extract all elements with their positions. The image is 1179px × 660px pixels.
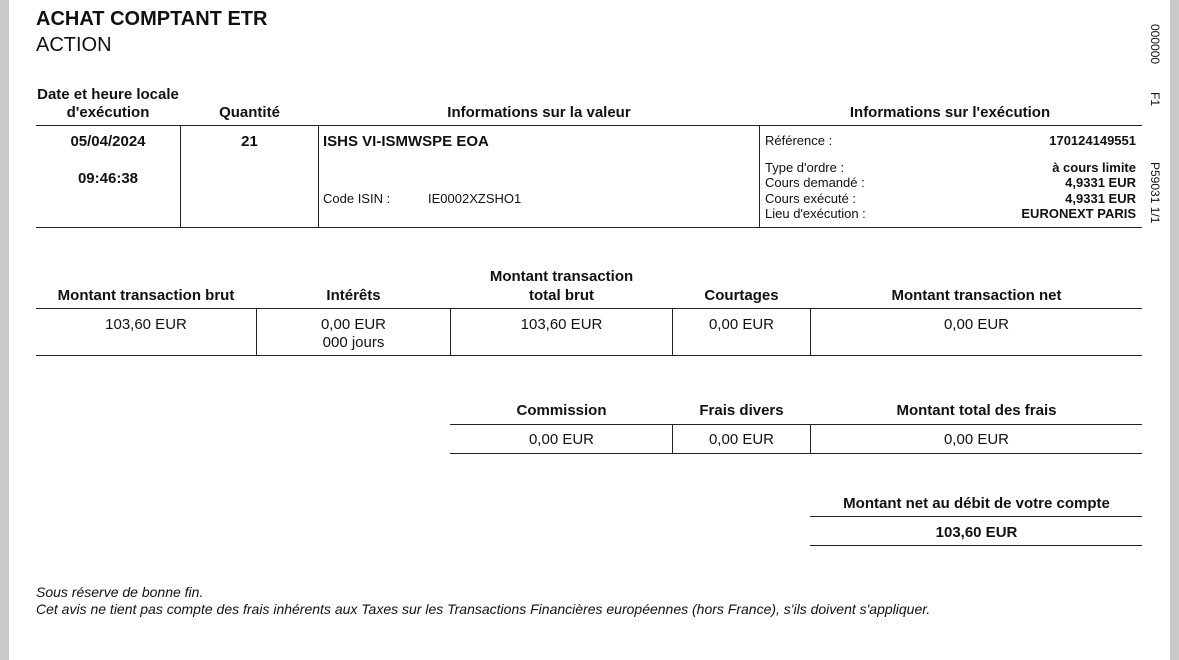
requested-price-value: 4,9331 EUR bbox=[1065, 175, 1136, 190]
exec-top-rule bbox=[36, 125, 1142, 126]
amounts-bottom-rule bbox=[36, 355, 1142, 356]
header-total-gross-line1: Montant transaction bbox=[489, 268, 634, 285]
document-subtitle: ACTION bbox=[36, 34, 112, 56]
note-line-1: Sous réserve de bonne fin. bbox=[36, 584, 204, 600]
venue-label: Lieu d'exécution : bbox=[765, 206, 866, 221]
interest-days: 000 jours bbox=[322, 334, 385, 351]
header-security-info: Informations sur la valeur bbox=[447, 104, 631, 121]
executed-price-label: Cours exécuté : bbox=[765, 191, 857, 206]
exec-date: 05/04/2024 bbox=[70, 133, 146, 150]
header-execution-info: Informations sur l'exécution bbox=[849, 104, 1051, 121]
order-type-label: Type d'ordre : bbox=[765, 160, 845, 175]
venue-value: EURONEXT PARIS bbox=[1021, 206, 1136, 221]
side-code-f1: F1 bbox=[1148, 92, 1162, 107]
header-net: Montant transaction net bbox=[891, 287, 1062, 304]
debit-bottom-rule bbox=[810, 545, 1142, 546]
side-code-top: 000000 bbox=[1148, 24, 1162, 65]
header-commission: Commission bbox=[516, 402, 607, 419]
security-name: ISHS VI-ISMWSPE EOA bbox=[323, 133, 489, 150]
exec-bottom-rule bbox=[36, 227, 1142, 228]
header-misc-fees: Frais divers bbox=[699, 402, 784, 419]
fees-top-rule bbox=[450, 424, 1142, 425]
order-type-value: à cours limite bbox=[1052, 160, 1136, 175]
header-quantity: Quantité bbox=[219, 104, 280, 121]
header-date: Date et heure locale d'exécution bbox=[37, 86, 179, 121]
commission-amount: 0,00 EUR bbox=[528, 431, 595, 448]
exec-divider-3 bbox=[759, 125, 760, 228]
side-code-page: P59031 1/1 bbox=[1148, 162, 1162, 224]
net-amount: 0,00 EUR bbox=[943, 316, 1010, 333]
gross-amount: 103,60 EUR bbox=[105, 316, 187, 333]
header-total-gross-line2: total brut bbox=[529, 287, 594, 304]
exec-time: 09:46:38 bbox=[77, 170, 139, 187]
fees-bottom-rule bbox=[450, 453, 1142, 454]
executed-price-value: 4,9331 EUR bbox=[1065, 191, 1136, 206]
header-brokerage: Courtages bbox=[704, 287, 779, 304]
debit-top-rule bbox=[810, 516, 1142, 517]
isin-value: IE0002XZSHO1 bbox=[428, 191, 522, 206]
document-page bbox=[9, 0, 1170, 660]
total-fees-amount: 0,00 EUR bbox=[943, 431, 1010, 448]
brokerage-amount: 0,00 EUR bbox=[708, 316, 775, 333]
header-interest: Intérêts bbox=[326, 287, 381, 304]
exec-divider-2 bbox=[318, 125, 319, 228]
reference-value: 170124149551 bbox=[1049, 133, 1136, 148]
document-title: ACHAT COMPTANT ETR bbox=[36, 8, 268, 30]
debit-label: Montant net au débit de votre compte bbox=[843, 495, 1110, 512]
requested-price-label: Cours demandé : bbox=[765, 175, 865, 190]
note-line-2: Cet avis ne tient pas compte des frais inhérents aux Taxes sur les Transactions Financières européennes (hors France), s'ils doivent s'appliquer. bbox=[36, 601, 931, 617]
amounts-top-rule bbox=[36, 308, 1142, 309]
debit-value: 103,60 EUR bbox=[935, 524, 1018, 541]
misc-fees-amount: 0,00 EUR bbox=[708, 431, 775, 448]
isin-label: Code ISIN : bbox=[323, 191, 391, 206]
reference-label: Référence : bbox=[765, 133, 833, 148]
interest-amount: 0,00 EUR bbox=[320, 316, 387, 333]
header-total-fees: Montant total des frais bbox=[896, 402, 1057, 419]
total-gross-amount: 103,60 EUR bbox=[520, 316, 603, 333]
header-gross: Montant transaction brut bbox=[57, 287, 235, 304]
exec-quantity: 21 bbox=[241, 133, 258, 150]
